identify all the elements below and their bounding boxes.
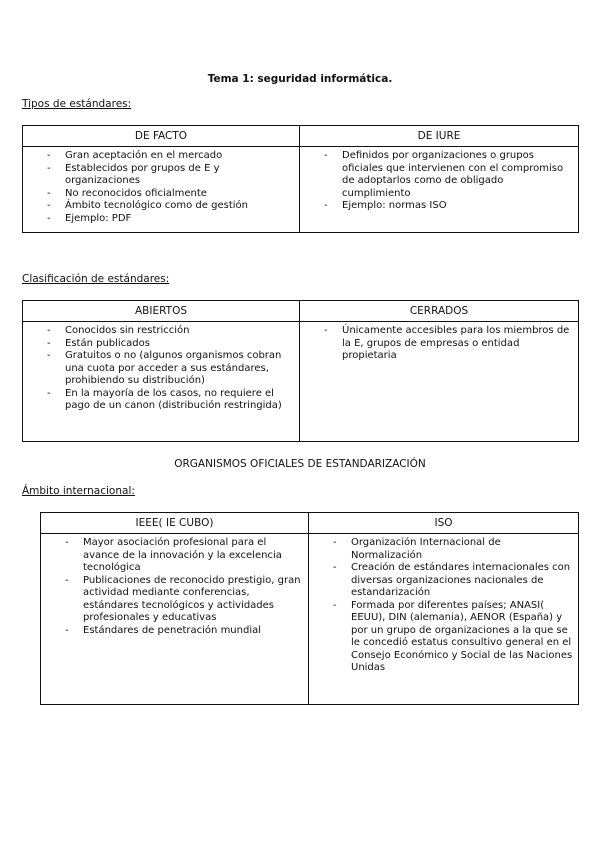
header-de-iure: DE IURE — [300, 126, 579, 147]
list-item: - Organización Internacional de Normalización — [309, 537, 574, 562]
list-iso — [309, 537, 574, 675]
header-abiertos: ABIERTOS — [23, 301, 300, 322]
list-item: - Mayor asociación profesional para el avance de la innovación y la excelencia tecnológica — [41, 537, 304, 575]
list-item: - Están publicados — [23, 338, 295, 351]
list-abiertos — [23, 325, 295, 413]
cell-cerrados — [300, 322, 579, 442]
list-item: - Definidos por organizaciones o grupos oficiales que intervienen con el compromiso de adoptarlos como de obligado cumplimiento — [300, 150, 574, 200]
list-item: - Conocidos sin restricción — [23, 325, 295, 338]
section-label-internacional: Ámbito internacional: — [22, 485, 135, 497]
list-item: - Estándares de penetración mundial — [41, 625, 304, 638]
list-item: - Únicamente accesibles para los miembros de la E, grupos de empresas o entidad propietaria — [300, 325, 574, 363]
list-item: - No reconocidos oficialmente — [23, 188, 295, 201]
list-item: - Publicaciones de reconocido prestigio, gran actividad mediante conferencias, estándares tecnológicos y actividades profesionales y educativas — [41, 575, 304, 625]
document-title: Tema 1: seguridad informática. — [207, 73, 393, 85]
table-clasificacion — [22, 300, 579, 442]
section-label-tipos: Tipos de estándares: — [22, 98, 132, 110]
cell-abiertos — [23, 322, 300, 442]
list-de-iure — [300, 150, 574, 213]
cell-ieee — [41, 534, 309, 705]
list-cerrados — [300, 325, 574, 363]
list-item: - Ejemplo: normas ISO — [300, 200, 574, 213]
organismos-heading: ORGANISMOS OFICIALES DE ESTANDARIZACIÓN — [174, 458, 426, 470]
list-de-facto — [23, 150, 295, 225]
cell-de-iure — [300, 147, 579, 233]
list-ieee — [41, 537, 304, 637]
list-item: - Gran aceptación en el mercado — [23, 150, 295, 163]
table-tipos — [22, 125, 579, 233]
table-internacional — [40, 512, 579, 705]
list-item: - Gratuitos o no (algunos organismos cobran una cuota por acceder a sus estándares, prohibiendo su distribución) — [23, 350, 295, 388]
list-item: - Establecidos por grupos de E y organizaciones — [23, 163, 295, 188]
list-item: - En la mayoría de los casos, no requiere el pago de un canon (distribución restringida) — [23, 388, 295, 413]
header-de-facto: DE FACTO — [23, 126, 300, 147]
cell-de-facto — [23, 147, 300, 233]
section-label-clasificacion: Clasificación de estándares: — [22, 273, 170, 285]
list-item: - Ámbito tecnológico como de gestión — [23, 200, 295, 213]
header-cerrados: CERRADOS — [300, 301, 579, 322]
cell-iso — [309, 534, 579, 705]
list-item: - Creación de estándares internacionales con diversas organizaciones nacionales de estandarización — [309, 562, 574, 600]
list-item: - Ejemplo: PDF — [23, 213, 295, 226]
header-iso: ISO — [309, 513, 579, 534]
header-ieee: IEEE( IE CUBO) — [41, 513, 309, 534]
list-item: - Formada por diferentes países; ANASI( EEUU), DIN (alemania), AENOR (España) y por un grupo de organizaciones a la que se le concedió estatus consultivo general en el Consejo Económico y Social de las Naciones Unidas — [309, 600, 574, 675]
